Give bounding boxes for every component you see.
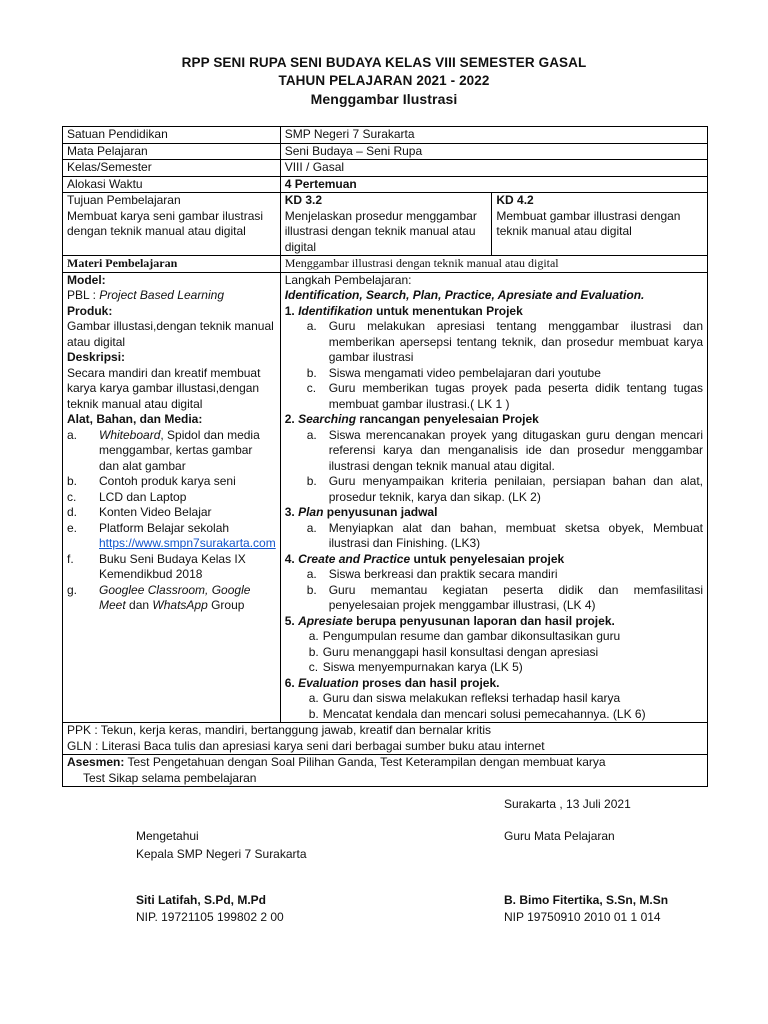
step-item-text: Guru melakukan apresiasi tentang menggambar ilustrasi dan memberikan apersepsi tentang teknik, dan prosedur membuat karya gambar ilustrasi — [328, 319, 703, 364]
step-number: 6. — [284, 675, 299, 690]
step-item-text: Siswa merencanakan proyek yang ditugaskan guru dengan mencari referensi karya dan menganalisis ide dan prosedur menggambar ilustrasi dengan teknik manual atau digital. — [328, 427, 703, 473]
step-keyword: Apresiate — [298, 613, 353, 628]
platform-tail: Group — [207, 598, 245, 612]
step-item-text: Guru memberikan tugas proyek pada peserta didik tentang tugas membuat gambar ilustrasi.( LK 1 ) — [328, 381, 703, 411]
tools-list — [67, 428, 276, 614]
tools-heading: Alat, Bahan, dan Media: — [67, 412, 203, 426]
step-item-text: Mencatat kendala dan mencari solusi pemecahannya. (LK 6) — [322, 706, 646, 721]
step-title: berupa penyusunan laporan dan hasil projek. — [352, 613, 615, 628]
step-title: untuk penyelesaian projek — [410, 551, 565, 566]
steps-column — [280, 272, 707, 723]
list-marker: a. — [67, 427, 78, 442]
principal-nip: NIP. 19721105 199802 2 00 — [136, 910, 284, 924]
model-text — [67, 288, 276, 304]
list-item — [285, 583, 703, 614]
objectives-row — [63, 193, 708, 256]
character-cell — [63, 723, 708, 755]
step-2-heading — [285, 412, 703, 428]
kd-3-2-cell — [280, 193, 492, 256]
step-6-list — [285, 691, 703, 722]
kd-3-2-heading: KD 3.2 — [284, 193, 323, 207]
identity-row — [63, 176, 708, 193]
step-number: 2. — [284, 412, 299, 426]
method-row — [63, 272, 708, 723]
list-item — [67, 505, 276, 521]
identity-row — [63, 143, 708, 160]
tools-item-text: , Spidol dan media menggambar, kertas gambar dan alat gambar — [99, 427, 260, 473]
identity-value: 4 Pertemuan — [280, 176, 707, 193]
list-item — [285, 567, 703, 583]
list-marker: g. — [67, 582, 78, 597]
principal-name: Siti Latifah, S.Pd, M.Pd — [136, 893, 267, 907]
school-website-link[interactable]: https://www.smpn7surakarta.com — [99, 536, 276, 550]
list-item — [285, 521, 703, 552]
identity-value: SMP Negeri 7 Surakarta — [280, 127, 707, 144]
list-item — [285, 707, 703, 723]
step-item-text: Guru menanggapi hasil konsultasi dengan apresiasi — [322, 644, 599, 659]
identity-value: Seni Budaya – Seni Rupa — [280, 143, 707, 160]
assessment-cell — [63, 755, 708, 787]
model-column — [63, 272, 281, 723]
kd-3-2-text: Menjelaskan prosedur menggambar illustrasi dengan teknik manual atau digital — [284, 208, 477, 254]
step-item-text: Guru memantau kegiatan peserta didik dan memfasilitasi penyelesaian projek menggambar illustrasi, (LK 4) — [328, 582, 703, 612]
step-keyword: Plan — [298, 505, 324, 519]
list-item — [67, 521, 276, 552]
kd-4-2-heading: KD 4.2 — [496, 193, 534, 207]
step-3-heading — [285, 505, 703, 521]
product-heading: Produk: — [67, 303, 113, 318]
step-5-list — [285, 629, 703, 676]
step-keyword: Searching — [298, 412, 357, 426]
step-4-heading — [285, 552, 703, 568]
identity-row — [63, 127, 708, 144]
list-item — [67, 552, 276, 583]
lesson-plan-table — [62, 126, 708, 787]
list-marker: b. — [306, 474, 317, 488]
tools-item-text: LCD dan Laptop — [99, 489, 187, 504]
steps-heading: Langkah Pembelajaran: — [284, 272, 412, 287]
list-marker: b. — [306, 582, 317, 597]
identity-label: Mata Pelajaran — [63, 143, 281, 160]
teacher-name: B. Bimo Fitertika, S.Sn, M.Sn — [504, 893, 669, 907]
step-item-text: Siswa mengamati video pembelajaran dari youtube — [328, 365, 601, 380]
identity-label: Satuan Pendidikan — [63, 127, 281, 144]
description-heading: Deskripsi: — [67, 350, 126, 364]
principal-title: Kepala SMP Negeri 7 Surakarta — [136, 847, 307, 861]
academic-year: TAHUN PELAJARAN 2021 - 2022 — [278, 73, 490, 88]
gln-text: GLN : Literasi Baca tulis dan apresiasi karya seni dari berbagai sumber buku atau internet — [67, 738, 545, 753]
objectives-cell — [63, 193, 281, 256]
step-keyword: Identifikation — [298, 303, 373, 318]
model-heading: Model: — [67, 272, 106, 287]
list-item — [67, 490, 276, 506]
list-marker: c. — [308, 660, 319, 674]
step-number: 4. — [284, 551, 299, 566]
document-title-block — [0, 54, 768, 108]
step-item-text: Siswa berkreasi dan praktik secara mandiri — [328, 567, 558, 581]
objectives-heading: Tujuan Pembelajaran — [67, 193, 181, 207]
place-date: Surakarta , 13 Juli 2021 — [504, 797, 631, 811]
material-row — [63, 256, 708, 273]
character-row — [63, 723, 708, 755]
list-marker: a. — [306, 427, 317, 442]
kd-4-2-text: Membuat gambar illustrasi dengan teknik manual atau digital — [496, 208, 681, 238]
identity-row — [63, 160, 708, 177]
ppk-text: PPK : Tekun, kerja keras, mandiri, bertanggung jawab, kreatif dan bernalar kritis — [67, 723, 491, 737]
assessment-line — [67, 755, 703, 771]
identity-label: Alokasi Waktu — [63, 176, 281, 193]
step-item-text: Pengumpulan resume dan gambar dikonsultasikan guru — [322, 629, 621, 643]
list-marker: f. — [67, 551, 74, 566]
list-marker: a. — [308, 629, 319, 643]
step-5-heading — [285, 614, 703, 630]
step-item-text: Guru menyampaikan kriteria penilaian, persiapan bahan dan alat, prosedur teknik, karya dan sikap. (LK 2) — [328, 474, 703, 504]
list-marker: c. — [306, 381, 317, 395]
list-marker: e. — [67, 520, 78, 535]
acknowledged-label: Mengetahui — [136, 829, 199, 843]
step-1-list — [285, 319, 703, 412]
list-item — [67, 583, 276, 614]
identity-value: VIII / Gasal — [280, 160, 707, 177]
platform-join: dan — [125, 598, 153, 612]
step-item-text: Menyiapkan alat dan bahan, membuat sketsa obyek, Membuat ilustrasi dan Finishing. (LK3) — [328, 520, 703, 550]
product-text: Gambar illustasi,dengan teknik manual atau digital — [67, 319, 274, 349]
tools-item-italic: Whiteboard — [99, 427, 161, 442]
list-item — [285, 428, 703, 475]
list-marker: b. — [308, 706, 319, 721]
step-title: rancangan penyelesaian Projek — [356, 412, 539, 426]
step-title: proses dan hasil projek. — [358, 675, 500, 690]
list-marker: a. — [306, 567, 317, 581]
material-label: Materi Pembelajaran — [63, 256, 281, 273]
list-marker: b. — [306, 365, 317, 380]
teacher-nip: NIP 19750910 2010 01 1 014 — [504, 910, 661, 924]
steps-model-names: Identification, Search, Plan, Practice, Apresiate and Evaluation. — [284, 288, 645, 302]
step-2-list — [285, 428, 703, 506]
objectives-text: Membuat karya seni gambar ilustrasi dengan teknik manual atau digital — [67, 208, 264, 238]
step-6-heading — [285, 676, 703, 692]
platform-names: Googlee Classroom, Google Meet — [99, 582, 251, 612]
list-item — [67, 428, 276, 475]
material-value: Menggambar illustrasi dengan teknik manual atau digital — [280, 256, 707, 273]
step-number: 3. — [284, 505, 299, 519]
list-marker: c. — [67, 489, 77, 504]
list-item — [285, 381, 703, 412]
list-marker: a. — [306, 520, 317, 535]
list-item — [285, 319, 703, 366]
model-name: Project Based Learning — [99, 288, 224, 302]
step-item-text: Guru dan siswa melakukan refleksi terhadap hasil karya — [322, 691, 621, 705]
list-item — [285, 366, 703, 382]
tools-item-text: Contoh produk karya seni — [99, 474, 236, 488]
description-text: Secara mandiri dan kreatif membuat karya karya gambar illustasi,dengan teknik manual atau digital — [67, 365, 261, 411]
list-marker: a. — [306, 319, 317, 333]
list-item — [285, 645, 703, 661]
step-title: untuk menentukan Projek — [372, 303, 523, 318]
step-1-heading — [285, 304, 703, 320]
list-marker: a. — [308, 691, 319, 705]
step-title: penyusunan jadwal — [323, 505, 438, 519]
document-title: RPP SENI RUPA SENI BUDAYA KELAS VIII SEMESTER GASAL — [181, 55, 587, 70]
model-prefix: PBL : — [67, 288, 100, 302]
assessment-line-2: Test Sikap selama pembelajaran — [83, 770, 257, 785]
list-item — [67, 474, 276, 490]
assessment-row — [63, 755, 708, 787]
step-keyword: Create and Practice — [298, 551, 411, 566]
assessment-text: Test Pengetahuan dengan Soal Pilihan Ganda, Test Keterampilan dengan membuat karya — [124, 755, 606, 769]
kd-4-2-cell — [492, 193, 708, 256]
step-number: 5. — [284, 613, 299, 628]
step-4-list — [285, 567, 703, 614]
list-item — [285, 629, 703, 645]
assessment-label: Asesmen: — [67, 755, 125, 769]
list-marker: b. — [308, 644, 319, 659]
list-marker: d. — [67, 505, 78, 519]
tools-item-text: Buku Seni Budaya Kelas IX Kemendikbud 2018 — [99, 551, 246, 581]
list-item — [285, 691, 703, 707]
step-keyword: Evaluation — [298, 675, 359, 690]
lesson-topic: Menggambar Ilustrasi — [310, 91, 458, 107]
step-item-text: Siswa menyempurnakan karya (LK 5) — [322, 660, 523, 674]
list-item — [285, 660, 703, 676]
identity-label: Kelas/Semester — [63, 160, 281, 177]
tools-item-text: Platform Belajar sekolah — [99, 520, 230, 535]
list-marker: b. — [67, 474, 78, 488]
list-item — [285, 474, 703, 505]
whatsapp-name: WhatsApp — [152, 598, 208, 612]
tools-item-text: Konten Video Belajar — [99, 505, 212, 519]
teacher-title: Guru Mata Pelajaran — [504, 829, 615, 843]
step-number: 1. — [284, 303, 299, 318]
step-3-list — [285, 521, 703, 552]
